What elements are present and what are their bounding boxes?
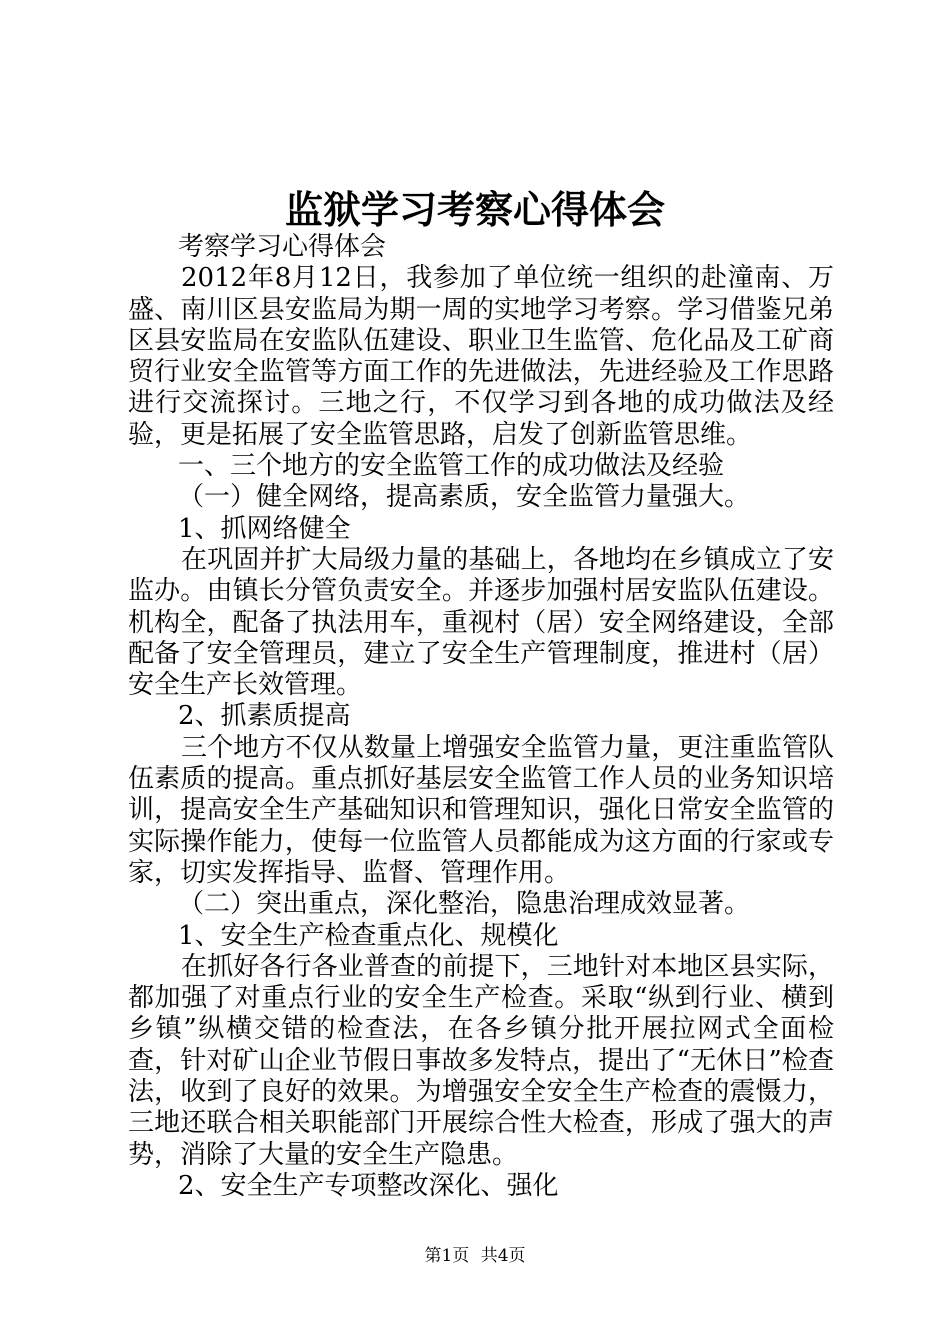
item-heading: 2、抓素质提高 <box>178 701 351 732</box>
item-heading: 1、抓网络健全 <box>178 513 351 544</box>
page-footer <box>0 1244 950 1268</box>
document-title: 监狱学习考察心得体会 <box>284 187 665 232</box>
subsection-heading: （一）健全网络，提高素质，安全监管力量强大。 <box>178 482 751 513</box>
page-number: 第1页 <box>424 1246 470 1266</box>
section-heading: 一、三个地方的安全监管工作的成功做法及经验 <box>178 451 725 482</box>
body-paragraph: 在巩固并扩大局级力量的基础上，各地均在乡镇成立了安监办。由镇长分管负责安全。并逐步加强村居安监队伍建设。机构全，配备了执法用车，重视村（居）安全网络建设，全部配备了安全管理员，建立了安全生产管理制度，推进村（居）安全生产长效管理。 <box>128 544 834 701</box>
document-body <box>128 232 834 1202</box>
page-total: 共4页 <box>480 1246 526 1266</box>
section-heading: 考察学习心得体会 <box>178 232 387 262</box>
body-paragraph: 在抓好各行各业普查的前提下，三地针对本地区县实际，都加强了对重点行业的安全生产检查。采取“纵到行业、横到乡镇”纵横交错的检查法，在各乡镇分批开展拉网式全面检查，针对矿山企业节假日事故多发特点，提出了“无休日”检查法，收到了良好的效果。为增强安全安全生产检查的震慑力，三地还联合相关职能部门开展综合性大检查，形成了强大的声势，消除了大量的安全生产隐患。 <box>128 951 834 1170</box>
body-paragraph: 2012年8月12日，我参加了单位统一组织的赴潼南、万盛、南川区县安监局为期一周的实地学习考察。学习借鉴兄弟区县安监局在安监队伍建设、职业卫生监管、危化品及工矿商贸行业安全监管等方面工作的先进做法，先进经验及工作思路进行交流探讨。三地之行，不仅学习到各地的成功做法及经验，更是拓展了安全监管思路，启发了创新监管思维。 <box>128 263 834 450</box>
item-heading: 1、安全生产检查重点化、规模化 <box>178 920 559 951</box>
item-heading: 2、安全生产专项整改深化、强化 <box>178 1170 559 1201</box>
body-paragraph: 三个地方不仅从数量上增强安全监管力量，更注重监管队伍素质的提高。重点抓好基层安全监管工作人员的业务知识培训，提高安全生产基础知识和管理知识，强化日常安全监管的实际操作能力，使每一位监管人员都能成为这方面的行家或专家，切实发挥指导、监督、管理作用。 <box>128 732 834 888</box>
subsection-heading: （二）突出重点，深化整治，隐患治理成效显著。 <box>178 889 751 920</box>
